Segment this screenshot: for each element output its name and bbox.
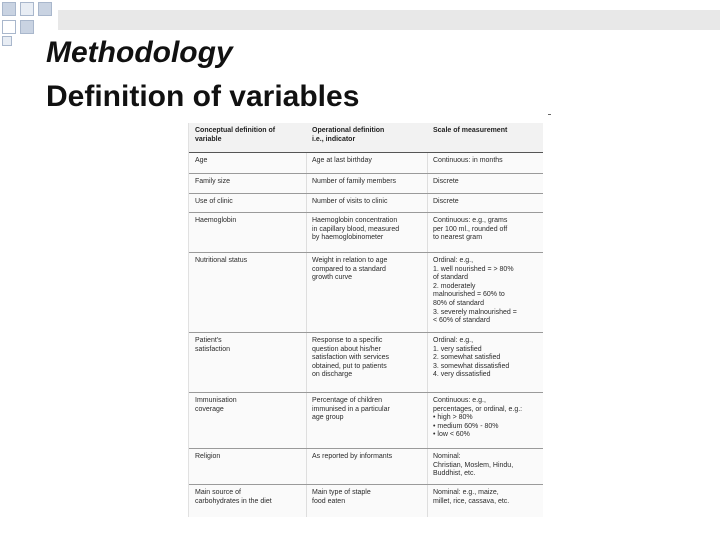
- cell-scale: Nominal: e.g., maize, millet, rice, cassava, etc.: [433, 489, 510, 505]
- header-conceptual: Conceptual definition of variable: [195, 127, 276, 143]
- cell-scale: Nominal: Christian, Moslem, Hindu, Buddhist, etc.: [433, 453, 514, 478]
- cell-scale: Ordinal: e.g., 1. very satisfied 2. somewhat satisfied 3. somewhat dissatisfied 4. very dissatisfied: [433, 337, 510, 379]
- cell-conceptual: Patient's satisfaction: [195, 337, 231, 353]
- cell-conceptual: Haemoglobin: [195, 217, 237, 224]
- cell-scale: Continuous: e.g., percentages, or ordinal, e.g.: • high > 80% • medium 60% - 80% • low < 60%: [433, 397, 523, 439]
- cell-operational: Main type of staple food eaten: [312, 489, 371, 505]
- table-header-row: [189, 123, 543, 153]
- cell-operational: Number of visits to clinic: [312, 198, 388, 205]
- table-row: [189, 393, 543, 449]
- cell-operational: Percentage of children immunised in a particular age group: [312, 397, 390, 422]
- cell-operational: Age at last birthday: [312, 157, 372, 164]
- slide-title: Methodology: [46, 36, 233, 69]
- cell-conceptual: Family size: [195, 178, 231, 185]
- table-row: [189, 174, 543, 194]
- cell-scale: Continuous: in months: [433, 157, 503, 164]
- cell-conceptual: Immunisation coverage: [195, 397, 237, 413]
- cell-operational: As reported by informants: [312, 453, 393, 460]
- cell-conceptual: Age: [195, 157, 208, 164]
- cell-conceptual: Religion: [195, 453, 221, 460]
- variables-table: [188, 123, 543, 517]
- table-row: [189, 153, 543, 174]
- table-row: [189, 213, 543, 253]
- cell-scale: Ordinal: e.g., 1. well nourished = > 80% of standard 2. moderately malnourished = 60% to 80% of standard 3. severely malnourished = < 60% of standard: [433, 257, 517, 325]
- cell-conceptual: Main source of carbohydrates in the diet: [195, 489, 272, 505]
- stray-mark: [548, 114, 551, 115]
- cell-conceptual: Use of clinic: [195, 198, 233, 205]
- cell-operational: Number of family members: [312, 178, 397, 185]
- header-rule: [58, 10, 720, 30]
- table-row: [189, 449, 543, 485]
- cell-operational: Response to a specific question about his/her satisfaction with services obtained, put to patients on discharge: [312, 337, 390, 379]
- cell-operational: Haemoglobin concentration in capillary blood, measured by haemoglobinometer: [312, 217, 400, 242]
- table-row: [189, 333, 543, 393]
- cell-scale: Discrete: [433, 198, 459, 205]
- cell-scale: Continuous: e.g., grams per 100 ml., rounded off to nearest gram: [433, 217, 508, 242]
- cell-scale: Discrete: [433, 178, 459, 185]
- slide-subtitle: Definition of variables: [46, 80, 360, 113]
- table-row: [189, 253, 543, 333]
- header-operational: Operational definition i.e., indicator: [312, 127, 385, 143]
- table-row: [189, 194, 543, 213]
- cell-operational: Weight in relation to age compared to a standard growth curve: [312, 257, 388, 282]
- table-row: [189, 485, 543, 517]
- cell-conceptual: Nutritional status: [195, 257, 248, 264]
- header-scale: Scale of measurement: [433, 127, 508, 134]
